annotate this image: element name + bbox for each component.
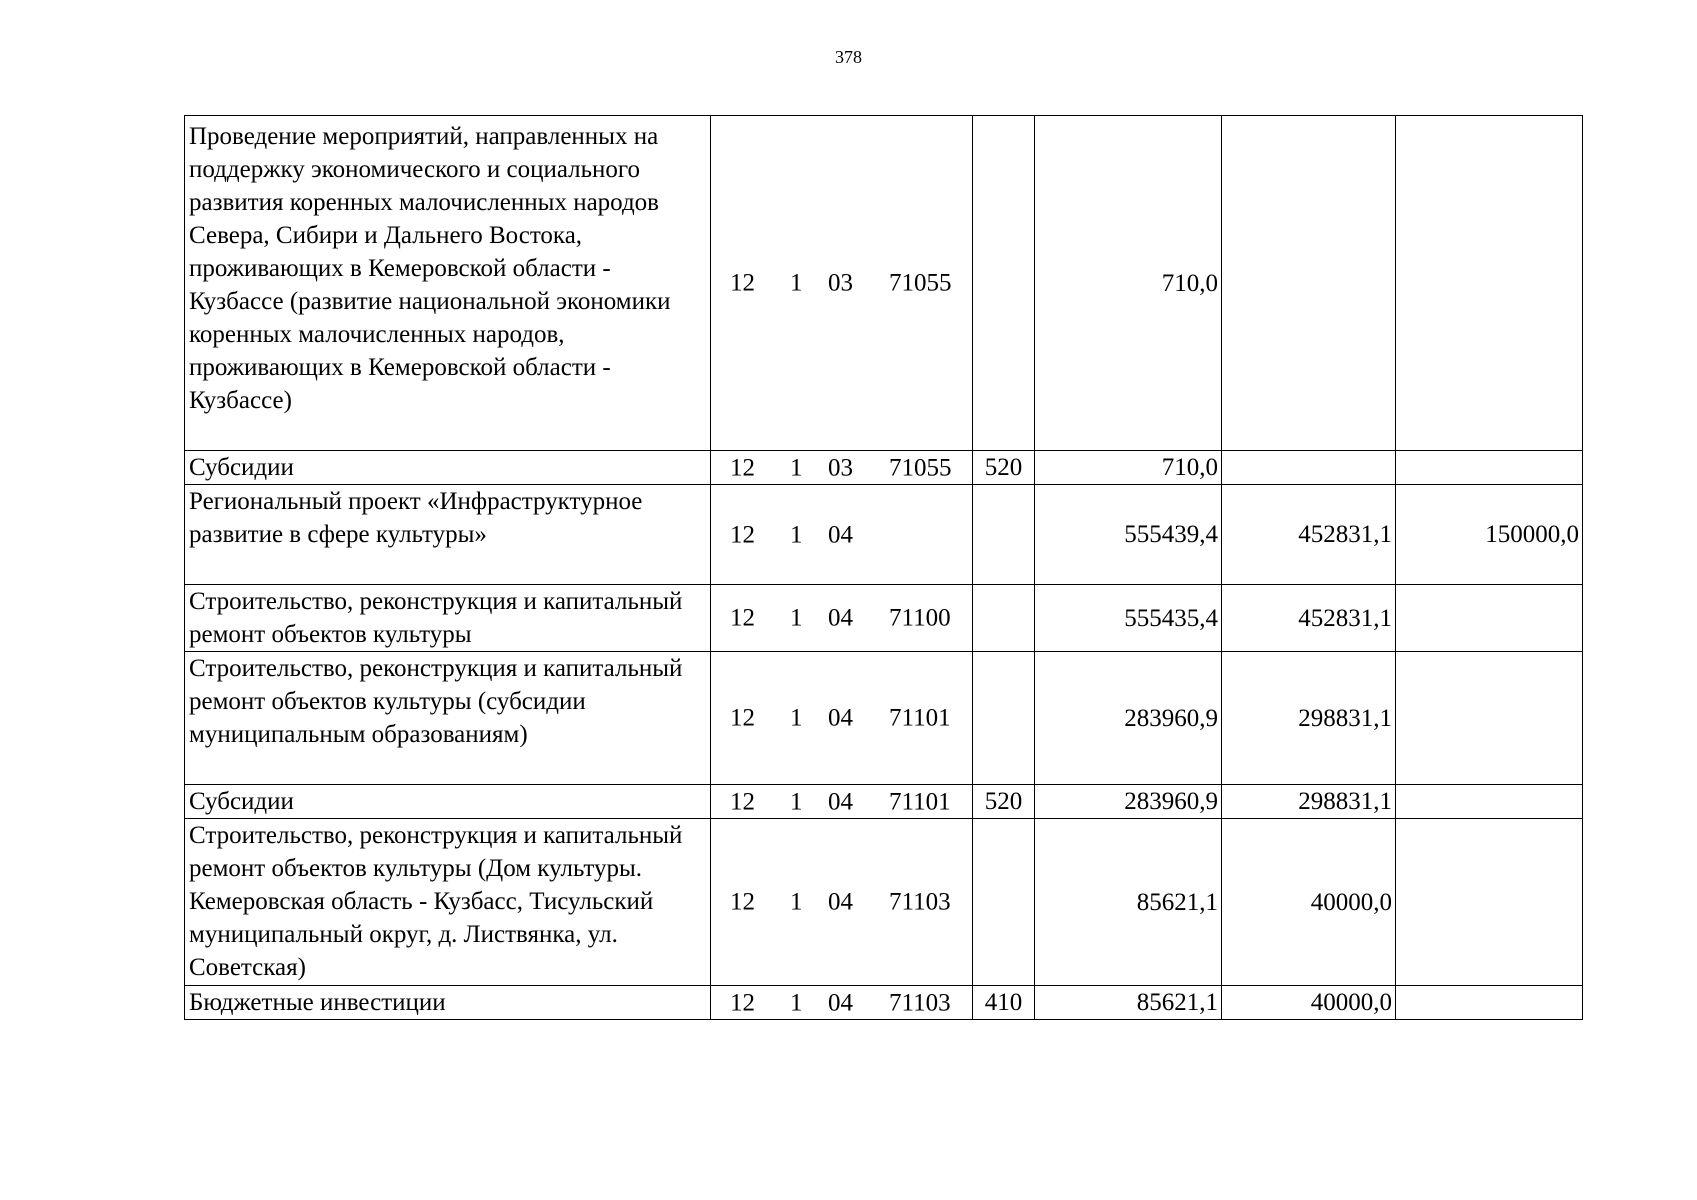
expense-type-cell: 410 (973, 986, 1035, 1020)
value-cell-2: 298831,1 (1222, 652, 1396, 785)
row-name-cell (185, 819, 711, 986)
value-cell-3 (1396, 451, 1583, 485)
code-cell (711, 116, 973, 451)
row-name: Строительство, реконструкция и капитальный ремонт объектов культуры (189, 588, 683, 648)
code-section: 12 (730, 989, 755, 1016)
code-subprogram: 03 (828, 269, 853, 297)
code-cell (711, 585, 973, 652)
row-name: Региональный проект «Инфраструктурное развитие в сфере культуры» (189, 488, 643, 548)
value-cell-1: 555435,4 (1035, 585, 1222, 652)
expense-type-cell: 520 (973, 785, 1035, 819)
budget-table (184, 115, 1583, 1020)
code-direction: 71101 (889, 788, 951, 815)
code-cell (711, 652, 973, 785)
value-cell-3 (1396, 116, 1583, 451)
code-section: 12 (730, 788, 755, 815)
code-subprogram: 04 (828, 704, 853, 732)
code-direction: 71055 (889, 454, 952, 481)
code-section: 12 (730, 269, 755, 297)
row-name-cell (185, 652, 711, 785)
table-row (185, 585, 1583, 652)
table-row (185, 819, 1583, 986)
expense-type-cell (973, 819, 1035, 986)
code-direction: 71055 (889, 269, 952, 297)
code-subprogram: 04 (828, 788, 853, 815)
code-subprogram: 04 (828, 888, 853, 916)
code-section: 12 (730, 888, 755, 916)
code-cell (711, 485, 973, 585)
code-program: 1 (790, 788, 803, 815)
value-cell-1: 85621,1 (1035, 986, 1222, 1020)
row-name-cell (185, 785, 711, 819)
value-cell-3 (1396, 819, 1583, 986)
value-cell-2: 40000,0 (1222, 819, 1396, 986)
value-cell-1: 283960,9 (1035, 785, 1222, 819)
expense-type-cell (973, 116, 1035, 451)
row-name: Строительство, реконструкция и капитальный ремонт объектов культуры (субсидии муниципальным образованиям) (189, 655, 683, 748)
row-name-cell (185, 585, 711, 652)
code-program: 1 (790, 269, 803, 297)
row-name: Субсидии (189, 454, 294, 481)
expense-type-cell (973, 585, 1035, 652)
table-row (185, 986, 1583, 1020)
code-cell (711, 785, 973, 819)
table-row (185, 116, 1583, 451)
code-direction: 71100 (889, 604, 951, 632)
code-program: 1 (790, 521, 803, 548)
code-program: 1 (790, 989, 803, 1016)
code-subprogram: 04 (828, 604, 853, 632)
expense-type-cell (973, 652, 1035, 785)
code-subprogram: 04 (828, 989, 853, 1016)
table-row (185, 785, 1583, 819)
value-cell-1: 555439,4 (1035, 485, 1222, 585)
row-name: Бюджетные инвестиции (189, 989, 446, 1016)
code-direction: 71103 (889, 888, 951, 916)
value-cell-3: 150000,0 (1396, 485, 1583, 585)
value-cell-3 (1396, 785, 1583, 819)
value-cell-2: 298831,1 (1222, 785, 1396, 819)
expense-type-cell: 520 (973, 451, 1035, 485)
value-cell-2: 40000,0 (1222, 986, 1396, 1020)
table-row (185, 485, 1583, 585)
row-name: Строительство, реконструкция и капитальный ремонт объектов культуры (Дом культуры. Кемеровская область - Кузбасс, Тисульский муниципальный округ, д. Листвянка, ул. Советская) (189, 822, 683, 981)
value-cell-1: 85621,1 (1035, 819, 1222, 986)
value-cell-2: 452831,1 (1222, 585, 1396, 652)
code-cell (711, 451, 973, 485)
value-cell-3 (1396, 585, 1583, 652)
row-name: Проведение мероприятий, направленных на поддержку экономического и социального развития коренных малочисленных народов Севера, Сибири и Дальнего Востока, проживающих в Кемеровской области - Кузбассе (развитие национальной экономики коренных малочисленных народов, проживающих в Кемеровской области - Кузбассе) (189, 123, 671, 414)
code-program: 1 (790, 888, 803, 916)
code-section: 12 (730, 604, 755, 632)
row-name-cell (185, 986, 711, 1020)
value-cell-1: 283960,9 (1035, 652, 1222, 785)
table-row (185, 451, 1583, 485)
code-subprogram: 04 (828, 521, 853, 548)
code-section: 12 (730, 704, 755, 732)
value-cell-2: 452831,1 (1222, 485, 1396, 585)
value-cell-2 (1222, 116, 1396, 451)
value-cell-3 (1396, 652, 1583, 785)
code-section: 12 (730, 521, 755, 548)
row-name-cell (185, 116, 711, 451)
code-subprogram: 03 (828, 454, 853, 481)
code-program: 1 (790, 704, 803, 732)
value-cell-1: 710,0 (1035, 116, 1222, 451)
code-section: 12 (730, 454, 755, 481)
code-program: 1 (790, 604, 803, 632)
expense-type-cell (973, 485, 1035, 585)
value-cell-2 (1222, 451, 1396, 485)
value-cell-3 (1396, 986, 1583, 1020)
code-direction: 71103 (889, 989, 951, 1016)
code-cell (711, 986, 973, 1020)
code-direction: 71101 (889, 704, 951, 732)
row-name: Субсидии (189, 788, 294, 815)
code-program: 1 (790, 454, 803, 481)
table-row (185, 652, 1583, 785)
value-cell-1: 710,0 (1035, 451, 1222, 485)
code-cell (711, 819, 973, 986)
page-number: 378 (835, 47, 862, 67)
row-name-cell (185, 451, 711, 485)
row-name-cell (185, 485, 711, 585)
